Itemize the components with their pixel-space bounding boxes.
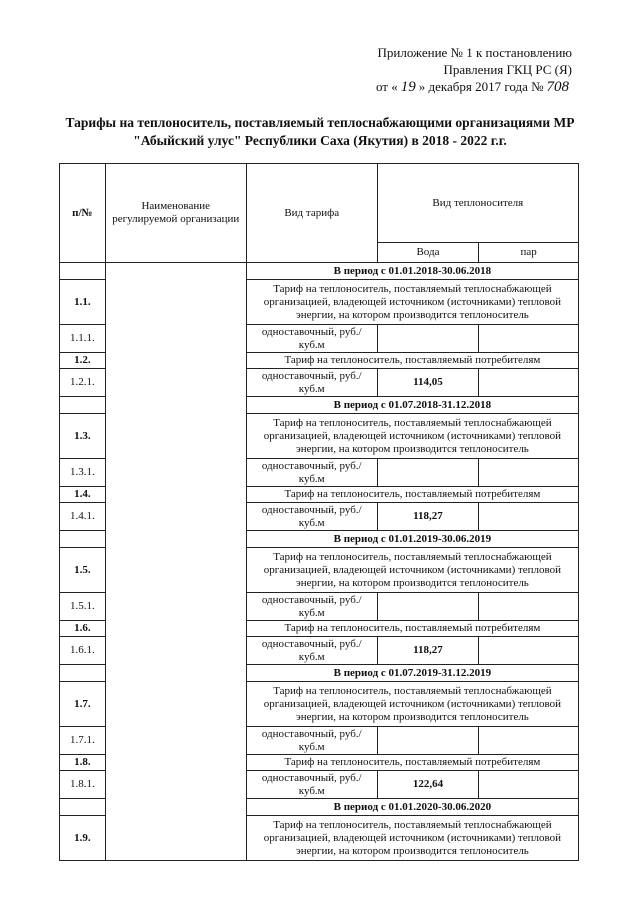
supplier-tariff-desc: Тариф на теплоноситель, поставляемый теплоснабжающей организацией, владеющей источником (источниками) тепловой энергии, на котором производится теплоноситель	[246, 816, 578, 861]
water-tariff-value: 118,27	[377, 637, 479, 665]
rate-kind: одноставочный, руб./куб.м	[246, 593, 377, 621]
consumer-tariff-desc: Тариф на теплоноситель, поставляемый потребителям	[246, 621, 578, 637]
supplier-tariff-desc: Тариф на теплоноситель, поставляемый теплоснабжающей организацией, владеющей источником (источниками) тепловой энергии, на котором производится теплоноситель	[246, 414, 578, 459]
steam-value-empty	[479, 593, 579, 621]
rate-kind: одноставочный, руб./куб.м	[246, 727, 377, 755]
period-label: В период с 01.01.2020-30.06.2020	[246, 799, 578, 816]
row-number: 1.6.1.	[60, 637, 106, 665]
steam-value-empty	[479, 503, 579, 531]
rate-kind: одноставочный, руб./куб.м	[246, 637, 377, 665]
date-day: 19	[400, 79, 416, 95]
row-number: 1.7.1.	[60, 727, 106, 755]
water-value-empty	[377, 727, 479, 755]
water-value-empty	[377, 459, 479, 487]
row-number-empty	[60, 799, 106, 816]
row-number: 1.4.1.	[60, 503, 106, 531]
period-label: В период с 01.07.2019-31.12.2019	[246, 665, 578, 682]
consumer-tariff-desc: Тариф на теплоноситель, поставляемый потребителям	[246, 755, 578, 771]
organization-cell	[105, 263, 246, 861]
steam-value-empty	[479, 771, 579, 799]
decree-number: 708	[546, 79, 569, 95]
period-label: В период с 01.01.2019-30.06.2019	[246, 531, 578, 548]
row-number: 1.3.	[60, 414, 106, 459]
appendix-line: Приложение № 1 к постановлению	[377, 45, 572, 60]
header-water: Вода	[377, 243, 479, 263]
steam-value-empty	[479, 459, 579, 487]
row-number: 1.9.	[60, 816, 106, 861]
date-line	[376, 78, 572, 96]
rate-kind: одноставочный, руб./куб.м	[246, 771, 377, 799]
row-number: 1.1.	[60, 280, 106, 325]
header-steam: пар	[479, 243, 579, 263]
steam-value-empty	[479, 369, 579, 397]
period-row	[60, 263, 579, 280]
water-value-empty	[377, 593, 479, 621]
steam-value-empty	[479, 637, 579, 665]
row-number-empty	[60, 263, 106, 280]
steam-value-empty	[479, 325, 579, 353]
header-carrier: Вид теплоносителя	[377, 164, 578, 243]
water-value-empty	[377, 325, 479, 353]
row-number: 1.4.	[60, 487, 106, 503]
period-label: В период с 01.01.2018-30.06.2018	[246, 263, 578, 280]
row-number: 1.6.	[60, 621, 106, 637]
table-header-row	[60, 164, 579, 243]
authority-line: Правления ГКЦ РС (Я)	[443, 62, 572, 77]
water-tariff-value: 114,05	[377, 369, 479, 397]
steam-value-empty	[479, 727, 579, 755]
page-title	[0, 114, 640, 150]
date-prefix: от «	[375, 79, 398, 94]
rate-kind: одноставочный, руб./куб.м	[246, 459, 377, 487]
row-number-empty	[60, 397, 106, 414]
row-number: 1.2.1.	[60, 369, 106, 397]
row-number: 1.7.	[60, 682, 106, 727]
supplier-tariff-desc: Тариф на теплоноситель, поставляемый теплоснабжающей организацией, владеющей источником (источниками) тепловой энергии, на котором производится теплоноситель	[246, 548, 578, 593]
consumer-tariff-desc: Тариф на теплоноситель, поставляемый потребителям	[246, 353, 578, 369]
supplier-tariff-desc: Тариф на теплоноситель, поставляемый теплоснабжающей организацией, владеющей источником (источниками) тепловой энергии, на котором производится теплоноситель	[246, 280, 578, 325]
row-number: 1.5.1.	[60, 593, 106, 621]
row-number: 1.3.1.	[60, 459, 106, 487]
header-kind: Вид тарифа	[246, 164, 377, 263]
rate-kind: одноставочный, руб./куб.м	[246, 503, 377, 531]
row-number: 1.2.	[60, 353, 106, 369]
period-label: В период с 01.07.2018-31.12.2018	[246, 397, 578, 414]
rate-kind: одноставочный, руб./куб.м	[246, 325, 377, 353]
title-line-1: Тарифы на теплоноситель, поставляемый теплоснабжающими организациями МР	[65, 115, 575, 130]
water-tariff-value: 122,64	[377, 771, 479, 799]
document-header	[376, 44, 572, 96]
rate-kind: одноставочный, руб./куб.м	[246, 369, 377, 397]
row-number: 1.8.	[60, 755, 106, 771]
row-number: 1.5.	[60, 548, 106, 593]
tariff-table	[59, 163, 579, 861]
water-tariff-value: 118,27	[377, 503, 479, 531]
consumer-tariff-desc: Тариф на теплоноситель, поставляемый потребителям	[246, 487, 578, 503]
header-org: Наименование регулируемой организации	[105, 164, 246, 263]
row-number-empty	[60, 531, 106, 548]
row-number: 1.8.1.	[60, 771, 106, 799]
title-line-2: "Абыйский улус" Республики Саха (Якутия) в 2018 - 2022 г.г.	[133, 133, 507, 148]
row-number: 1.1.1.	[60, 325, 106, 353]
supplier-tariff-desc: Тариф на теплоноситель, поставляемый теплоснабжающей организацией, владеющей источником (источниками) тепловой энергии, на котором производится теплоноситель	[246, 682, 578, 727]
row-number-empty	[60, 665, 106, 682]
date-mid: » декабря 2017 года №	[418, 79, 544, 94]
header-num: п/№	[60, 164, 106, 263]
